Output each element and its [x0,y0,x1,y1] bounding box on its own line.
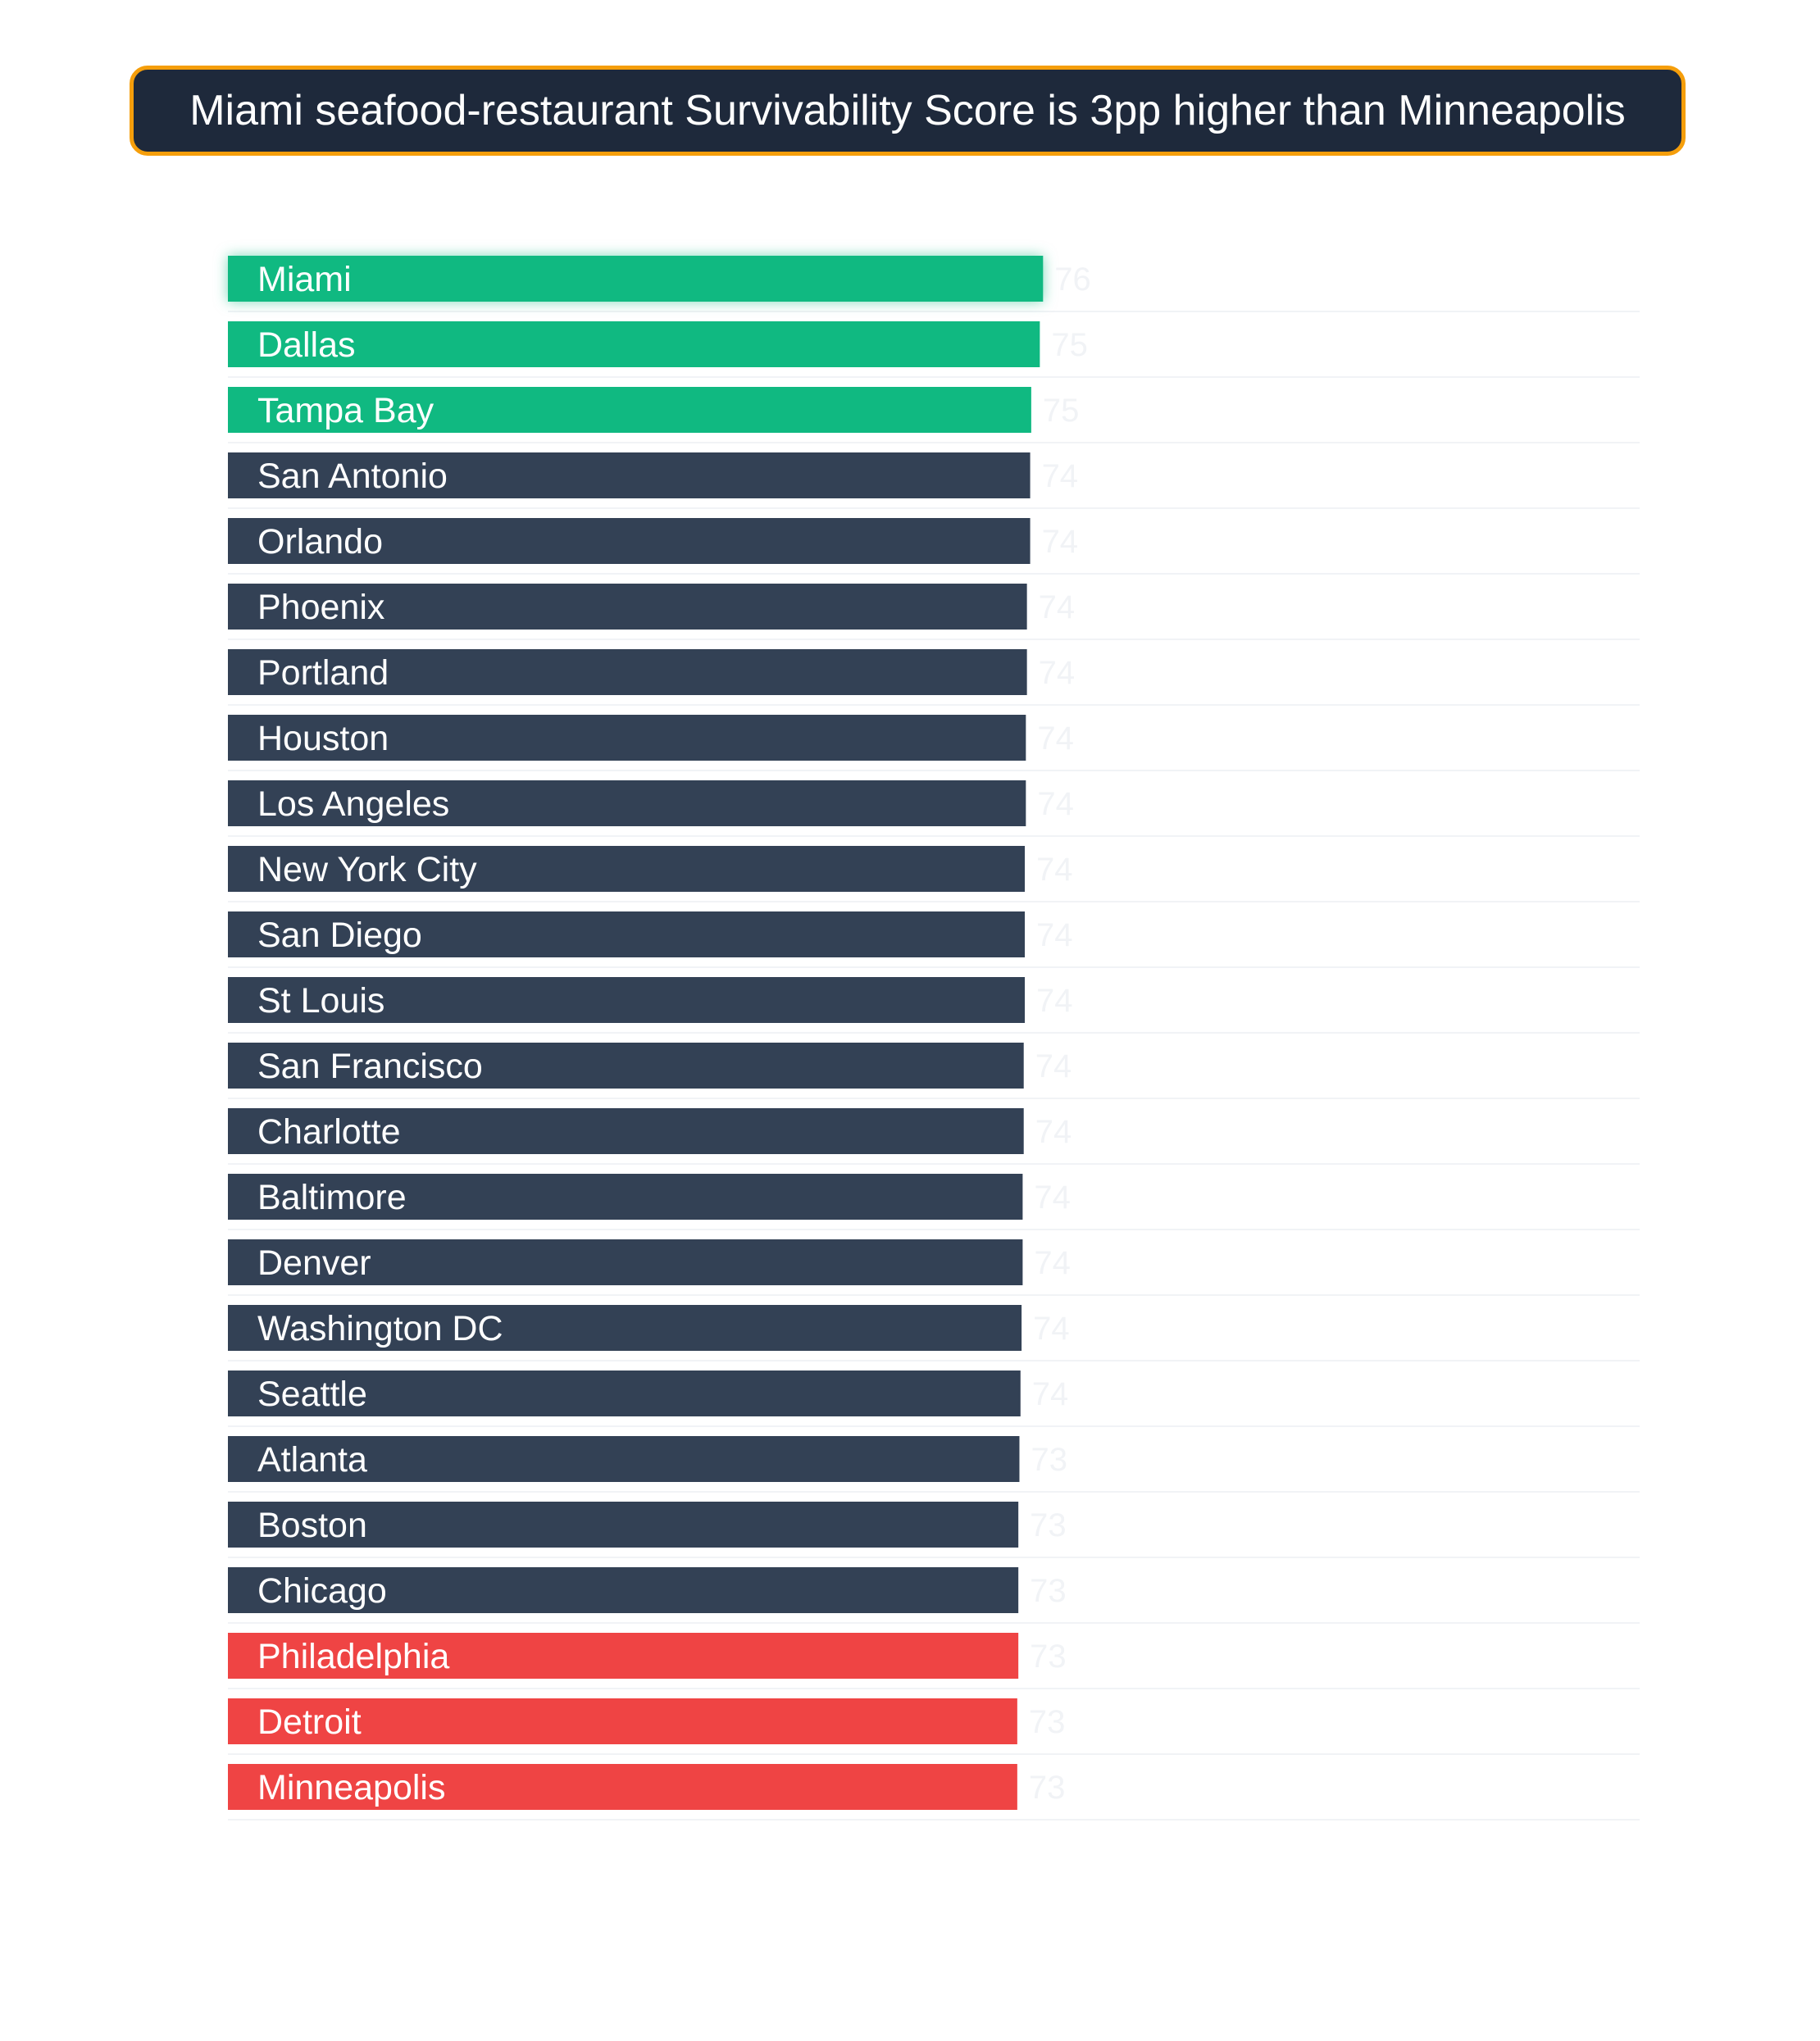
chart-title: Miami seafood-restaurant Survivability Score is 3pp higher than Minneapolis [189,87,1626,134]
value-label: 74 [1037,720,1074,757]
value-label: 73 [1030,1639,1067,1675]
category-label: New York City [257,850,477,889]
category-label: Boston [257,1506,367,1545]
value-label: 74 [1034,1245,1071,1281]
value-label: 74 [1036,983,1073,1019]
category-label: Charlotte [257,1112,401,1152]
value-label: 74 [1041,458,1079,494]
category-label: Seattle [257,1375,367,1414]
category-label: Phoenix [257,588,385,627]
value-label: 75 [1051,327,1088,363]
category-label: Detroit [257,1702,362,1742]
value-label: 74 [1035,1048,1072,1084]
value-label: 73 [1030,1573,1067,1609]
category-label: San Francisco [257,1047,483,1086]
value-label: 75 [1042,393,1080,429]
value-label: 73 [1030,1507,1067,1543]
category-label: Philadelphia [257,1637,450,1676]
value-label: 74 [1041,524,1079,560]
category-label: Orlando [257,522,383,561]
category-label: Tampa Bay [257,391,435,430]
category-label: Chicago [257,1571,387,1611]
category-label: San Antonio [257,457,448,496]
category-label: Dallas [257,325,356,365]
value-label: 74 [1037,786,1074,822]
category-label: St Louis [257,981,385,1020]
category-label: Denver [257,1243,371,1283]
value-label: 74 [1036,852,1073,888]
category-label: San Diego [257,916,422,955]
category-label: Houston [257,719,389,758]
value-label: 76 [1054,261,1091,298]
category-label: Los Angeles [257,784,450,824]
value-label: 74 [1036,917,1073,953]
value-label: 74 [1038,655,1076,691]
value-label: 74 [1038,589,1076,625]
category-label: Baltimore [257,1178,407,1217]
category-label: Minneapolis [257,1768,446,1807]
category-label: Miami [257,260,352,299]
value-label: 74 [1035,1114,1072,1150]
category-label: Portland [257,653,389,693]
value-label: 73 [1028,1704,1066,1740]
value-label: 73 [1028,1770,1066,1806]
category-label: Washington DC [257,1309,503,1348]
value-label: 74 [1034,1180,1071,1216]
category-label: Atlanta [257,1440,367,1480]
value-label: 74 [1031,1376,1069,1412]
value-label: 73 [1031,1442,1067,1478]
value-label: 74 [1033,1311,1070,1347]
